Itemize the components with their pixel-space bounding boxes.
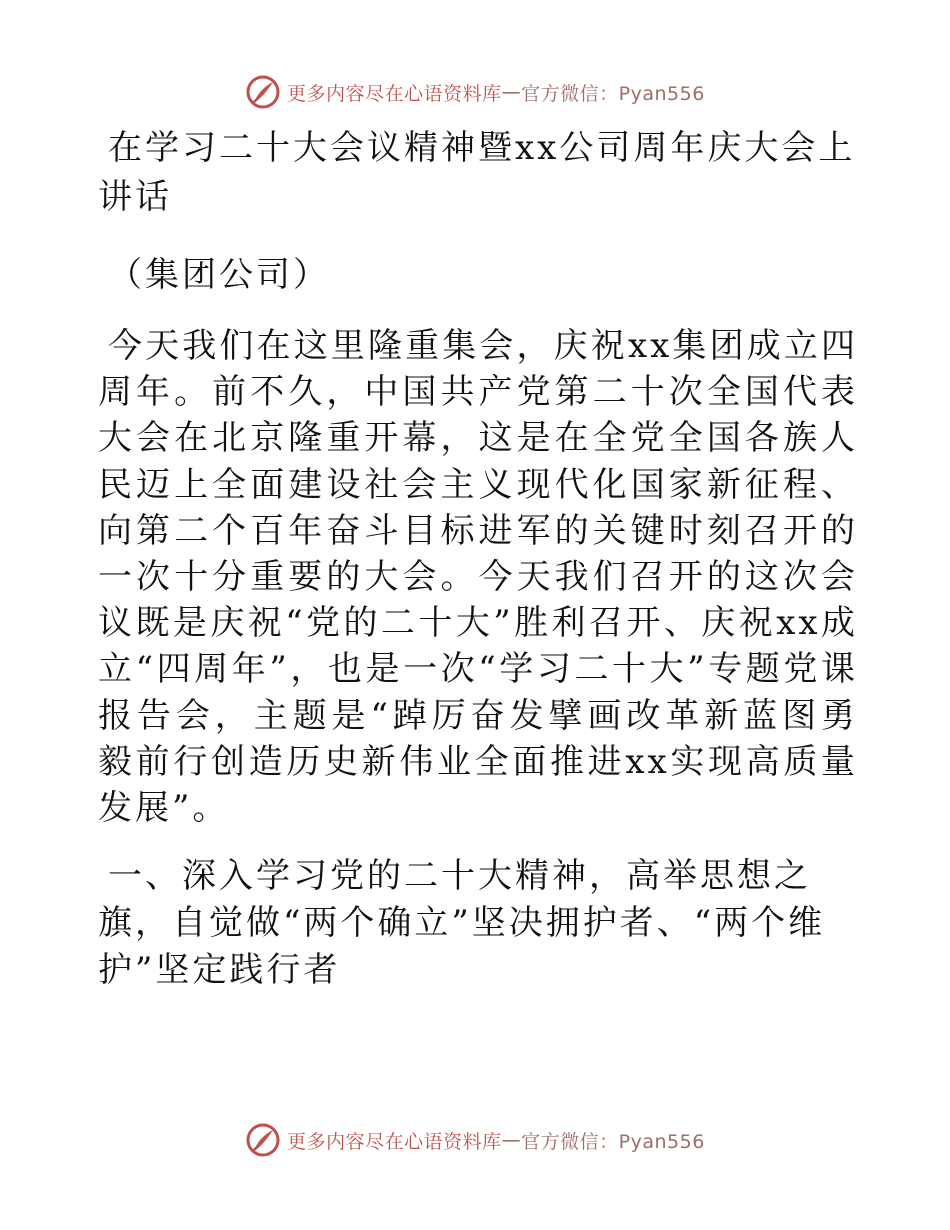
watermark-suffix-text: 官方微信：Pyan556 [521,1130,705,1153]
document-subtitle: （集团公司） [108,255,330,295]
section-heading-1: 一、深入学习党的二十大精神，高举思想之旗，自觉做“两个确立”坚决拥护者、“两个维护”坚定践行者 [98,856,826,991]
watermark-main-text: 更多内容尽在心语资料库 [287,1130,502,1153]
quill-circle-icon [245,74,281,110]
watermark-suffix-text: 官方微信：Pyan556 [521,82,705,105]
watermark-dash: — [501,81,522,103]
watermark-main-text: 更多内容尽在心语资料库 [287,82,502,105]
paragraph-1: 今天我们在这里隆重集会，庆祝xx集团成立四周年。前不久，中国共产党第二十次全国代表大会在北京隆重开幕，这是在全党全国各族人民迈上全面建设社会主义现代化国家新征程、向第二个百年奋斗目标进军的关键时刻召开的一次十分重要的大会。今天我们召开的这次会议既是庆祝“党的二十大”胜利召开、庆祝xx成立“四周年”，也是一次“学习二十大”专题党课报告会，主题是“踔厉奋发擘画改革新蓝图勇毅前行创造历史新伟业全面推进xx实现高质量发展”。 [98,326,858,829]
watermark-dash: — [501,1129,522,1151]
document-body [98,124,858,994]
header-watermark [0,72,950,112]
document-title: 在学习二十大会议精神暨xx公司周年庆大会上讲话 [98,128,856,217]
quill-circle-icon [245,1122,281,1158]
footer-watermark [0,1120,950,1160]
